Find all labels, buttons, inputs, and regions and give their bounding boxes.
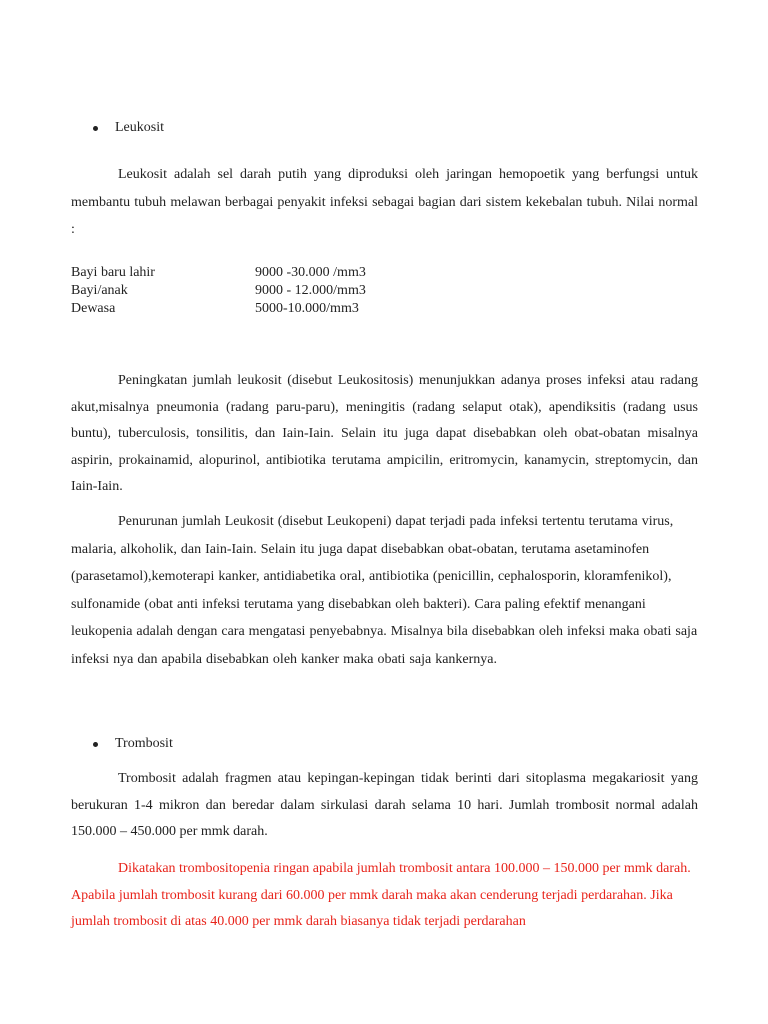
- bullet-icon: [93, 742, 98, 747]
- trombositopenia-paragraph: Dikatakan trombositopenia ringan apabila jumlah trombosit antara 100.000 – 150.000 per mmk darah. Apabila jumlah trombosit kurang dari 60.000 per mmk darah maka akan cenderung terjadi perdarahan. Jika jumlah trombosit di atas 40.000 per mmk darah biasanya tidak terjadi perdarahan: [71, 861, 691, 929]
- normal-values-table: [71, 264, 366, 318]
- bullet-icon: [93, 126, 98, 131]
- leukopeni-paragraph: Penurunan jumlah Leukosit (disebut Leukopeni) dapat terjadi pada infeksi tertentu terutama virus, malaria, alkoholik, dan Iain-Iain. Selain itu juga dapat disebabkan obat-obatan, terutama asetaminofen (parasetamol),kemoterapi kanker, antidiabetika oral, antibiotika (penicillin, cephalosporin, kloramfenikol), sulfonamide (obat anti infeksi terutama yang disebabkan oleh bakteri). Cara paling efektif menangani leukopenia adalah dengan cara mengatasi penyebabnya. Misalnya bila disebabkan oleh infeksi maka obati saja infeksi nya dan apabila disebabkan oleh kanker maka obati saja kankernya.: [71, 514, 698, 667]
- table-row: [71, 264, 366, 282]
- leukosit-heading-text: Leukosit: [115, 120, 164, 135]
- leukosit-heading: [93, 119, 164, 137]
- trombosit-heading: [93, 735, 173, 753]
- leukosit-intro-paragraph: Leukosit adalah sel darah putih yang diproduksi oleh jaringan hemopoetik yang berfungsi untuk membantu tubuh melawan berbagai penyakit infeksi sebagai bagian dari sistem kekebalan tubuh. Nilai normal :: [71, 167, 698, 237]
- normal-value: 9000 - 12.000/mm3: [255, 283, 366, 298]
- age-group-label: Bayi/anak: [71, 283, 128, 298]
- trombosit-heading-text: Trombosit: [115, 736, 173, 751]
- age-group-label: Bayi baru lahir: [71, 265, 155, 280]
- trombosit-intro-paragraph: Trombosit adalah fragmen atau kepingan-kepingan tidak berinti dari sitoplasma megakariosit yang berukuran 1-4 mikron dan beredar dalam sirkulasi darah selama 10 hari. Jumlah trombosit normal adalah 150.000 – 450.000 per mmk darah.: [71, 771, 698, 839]
- normal-value: 9000 -30.000 /mm3: [255, 265, 366, 280]
- leukositosis-paragraph: Peningkatan jumlah leukosit (disebut Leukositosis) menunjukkan adanya proses infeksi atau radang akut,misalnya pneumonia (radang paru-paru), meningitis (radang selaput otak), apendiksitis (radang usus buntu), tuberculosis, tonsilitis, dan Iain-Iain. Selain itu juga dapat disebabkan oleh obat-obatan misalnya aspirin, prokainamid, alopurinol, antibiotika terutama ampicilin, eritromycin, kanamycin, streptomycin, dan Iain-Iain.: [71, 373, 698, 494]
- normal-value: 5000-10.000/mm3: [255, 301, 359, 316]
- table-row: [71, 282, 366, 300]
- age-group-label: Dewasa: [71, 301, 116, 316]
- table-row: [71, 300, 366, 318]
